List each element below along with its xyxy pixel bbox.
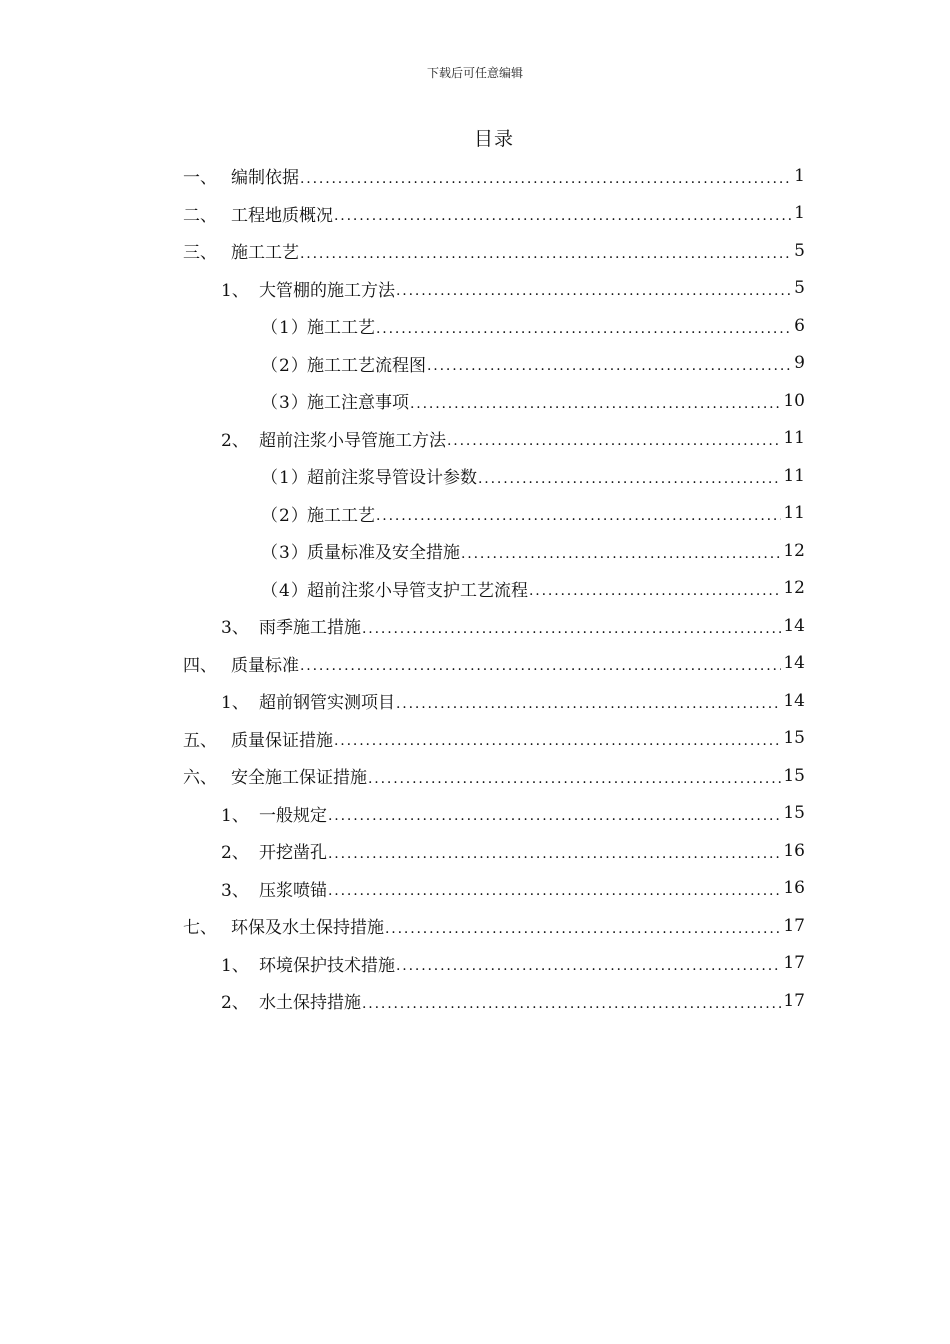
- toc-entry-number: 2、: [221, 993, 249, 1014]
- toc-entry-text: 超前注浆小导管支护工艺流程: [307, 580, 528, 601]
- toc-entry-text: 环保及水土保持措施: [231, 918, 384, 939]
- toc-entry-number: 一、: [183, 168, 217, 189]
- toc-entry[interactable]: [183, 645, 805, 683]
- toc-entry-page: 14: [783, 615, 805, 636]
- dot-leader: [328, 880, 781, 900]
- dot-leader: [362, 618, 781, 638]
- toc-entry-page: 5: [794, 240, 805, 261]
- toc-entry-text: 安全施工保证措施: [231, 768, 367, 789]
- toc-entry-text: 编制依据: [231, 168, 299, 189]
- toc-entry[interactable]: [183, 570, 805, 608]
- toc-entry-text: 质量标准: [231, 655, 299, 676]
- toc-entry-page: 9: [794, 353, 805, 374]
- toc-entry-number: 2、: [221, 430, 249, 451]
- toc-entry[interactable]: [183, 532, 805, 570]
- toc-entry[interactable]: [183, 382, 805, 420]
- toc-entry-page: 1: [794, 165, 805, 186]
- toc-entry[interactable]: [183, 345, 805, 383]
- toc-entry-number: （3）: [261, 393, 309, 414]
- toc-entry-page: 1: [794, 203, 805, 224]
- toc-entry-text: 施工工艺: [231, 243, 299, 264]
- toc-entry-page: 5: [794, 278, 805, 299]
- toc-entry-text: 雨季施工措施: [259, 618, 361, 639]
- toc-entry-number: 1、: [221, 280, 249, 301]
- toc-entry-text: 施工工艺流程图: [307, 355, 426, 376]
- toc-title: 目录: [473, 128, 514, 150]
- toc-entry-number: （1）: [261, 318, 309, 339]
- toc-entry-page: 11: [783, 428, 805, 449]
- toc-entry-number: 2、: [221, 843, 249, 864]
- toc-entry-page: 12: [783, 540, 805, 561]
- toc-entry-number: 六、: [183, 768, 217, 789]
- toc-entry[interactable]: [183, 420, 805, 458]
- toc-entry-number: 3、: [221, 880, 249, 901]
- dot-leader: [334, 205, 792, 225]
- dot-leader: [376, 505, 781, 525]
- toc-entry-number: 3、: [221, 618, 249, 639]
- dot-leader: [376, 318, 792, 338]
- toc-entry[interactable]: [183, 270, 805, 308]
- toc-entry[interactable]: [183, 945, 805, 983]
- toc-entry-text: 环境保护技术措施: [259, 955, 395, 976]
- dot-leader: [396, 693, 781, 713]
- toc-entry[interactable]: [183, 682, 805, 720]
- toc-entry[interactable]: [183, 795, 805, 833]
- dot-leader: [427, 355, 792, 375]
- toc-entry-page: 6: [794, 315, 805, 336]
- toc-entry-page: 15: [783, 803, 805, 824]
- toc-entry-number: 三、: [183, 243, 217, 264]
- toc-entry-text: 施工工艺: [307, 505, 375, 526]
- toc-entry-text: 水土保持措施: [259, 993, 361, 1014]
- table-of-contents: [183, 157, 805, 1020]
- toc-entry-page: 17: [783, 953, 805, 974]
- dot-leader: [328, 805, 781, 825]
- toc-entry[interactable]: [183, 495, 805, 533]
- toc-entry-text: 质量保证措施: [231, 730, 333, 751]
- dot-leader: [328, 843, 781, 863]
- toc-entry-page: 11: [783, 465, 805, 486]
- toc-entry-number: 五、: [183, 730, 217, 751]
- toc-entry-number: （1）: [261, 468, 309, 489]
- toc-entry[interactable]: [183, 307, 805, 345]
- dot-leader: [385, 918, 781, 938]
- toc-entry-number: （4）: [261, 580, 309, 601]
- dot-leader: [396, 280, 792, 300]
- dot-leader: [461, 543, 781, 563]
- toc-entry-text: 超前注浆导管设计参数: [307, 468, 477, 489]
- toc-entry-text: 一般规定: [259, 805, 327, 826]
- toc-entry-number: 二、: [183, 205, 217, 226]
- toc-entry-page: 17: [783, 915, 805, 936]
- toc-entry-page: 16: [783, 840, 805, 861]
- dot-leader: [478, 468, 781, 488]
- toc-entry-page: 10: [783, 390, 805, 411]
- toc-entry-number: 七、: [183, 918, 217, 939]
- toc-entry-number: （3）: [261, 543, 309, 564]
- toc-entry[interactable]: [183, 757, 805, 795]
- dot-leader: [334, 730, 781, 750]
- toc-entry-page: 14: [783, 653, 805, 674]
- toc-entry-number: 1、: [221, 805, 249, 826]
- dot-leader: [300, 168, 792, 188]
- toc-entry[interactable]: [183, 720, 805, 758]
- toc-entry-number: （2）: [261, 355, 309, 376]
- toc-entry-page: 12: [783, 578, 805, 599]
- toc-entry-text: 大管棚的施工方法: [259, 280, 395, 301]
- toc-entry-text: 工程地质概况: [231, 205, 333, 226]
- toc-entry[interactable]: [183, 157, 805, 195]
- toc-entry[interactable]: [183, 607, 805, 645]
- dot-leader: [447, 430, 781, 450]
- toc-entry[interactable]: [183, 982, 805, 1020]
- toc-entry-text: 质量标准及安全措施: [307, 543, 460, 564]
- dot-leader: [410, 393, 781, 413]
- toc-entry[interactable]: [183, 907, 805, 945]
- toc-entry-text: 超前钢管实测项目: [259, 693, 395, 714]
- header-note: 下载后可任意编辑: [426, 66, 523, 80]
- toc-entry-page: 15: [783, 765, 805, 786]
- toc-entry-page: 14: [783, 690, 805, 711]
- toc-entry-text: 压浆喷锚: [259, 880, 327, 901]
- toc-entry[interactable]: [183, 870, 805, 908]
- toc-entry-number: 1、: [221, 955, 249, 976]
- dot-leader: [300, 243, 792, 263]
- dot-leader: [362, 993, 781, 1013]
- toc-entry-text: 超前注浆小导管施工方法: [259, 430, 446, 451]
- dot-leader: [396, 955, 781, 975]
- toc-entry[interactable]: [183, 195, 805, 233]
- dot-leader: [529, 580, 781, 600]
- toc-entry-number: （2）: [261, 505, 309, 526]
- toc-entry[interactable]: [183, 457, 805, 495]
- toc-entry[interactable]: [183, 232, 805, 270]
- toc-entry-number: 四、: [183, 655, 217, 676]
- toc-entry-page: 17: [783, 990, 805, 1011]
- toc-entry-page: 16: [783, 878, 805, 899]
- toc-entry[interactable]: [183, 832, 805, 870]
- toc-entry-page: 15: [783, 728, 805, 749]
- toc-entry-text: 施工注意事项: [307, 393, 409, 414]
- toc-entry-page: 11: [783, 503, 805, 524]
- dot-leader: [300, 655, 781, 675]
- toc-entry-text: 开挖凿孔: [259, 843, 327, 864]
- dot-leader: [368, 768, 781, 788]
- toc-entry-number: 1、: [221, 693, 249, 714]
- toc-entry-text: 施工工艺: [307, 318, 375, 339]
